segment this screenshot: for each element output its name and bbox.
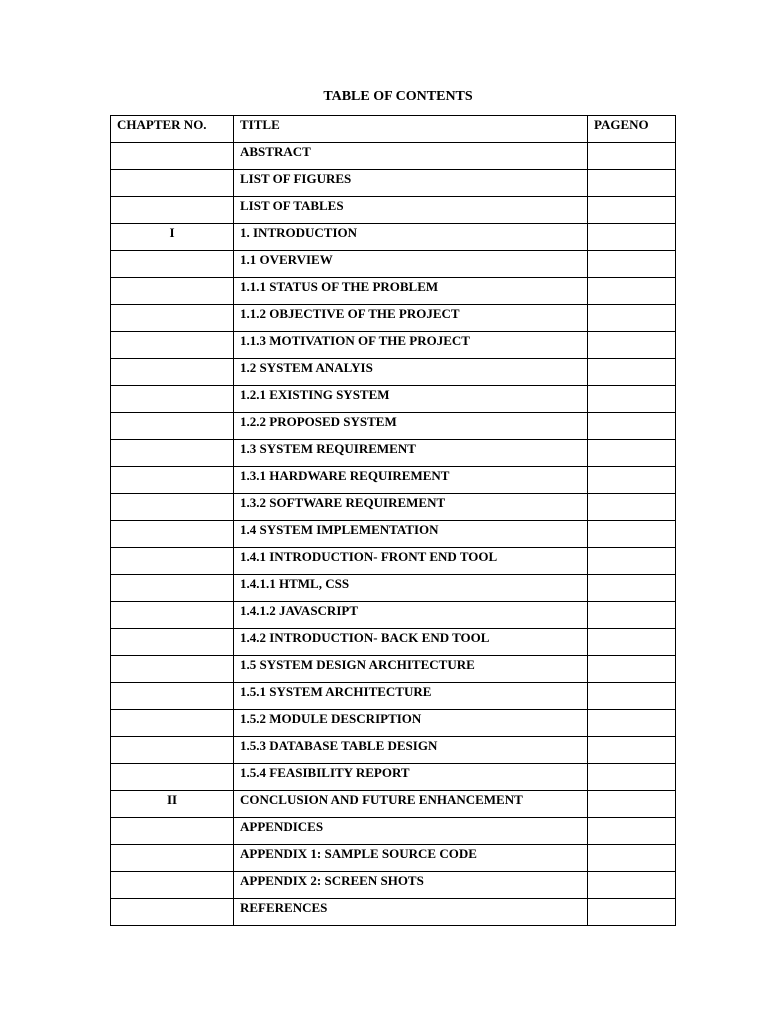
table-row bbox=[111, 494, 676, 521]
table-row bbox=[111, 791, 676, 818]
page-title: TABLE OF CONTENTS bbox=[323, 89, 473, 104]
page-cell bbox=[588, 251, 676, 278]
table-row bbox=[111, 359, 676, 386]
page-cell bbox=[588, 170, 676, 197]
chapter-cell bbox=[111, 413, 234, 440]
page-cell bbox=[588, 899, 676, 926]
page-cell bbox=[588, 791, 676, 818]
chapter-cell bbox=[111, 710, 234, 737]
chapter-cell bbox=[111, 575, 234, 602]
table-row bbox=[111, 548, 676, 575]
page-cell bbox=[588, 386, 676, 413]
title-cell: 1.5 SYSTEM DESIGN ARCHITECTURE bbox=[234, 656, 588, 683]
page-cell bbox=[588, 278, 676, 305]
chapter-cell bbox=[111, 602, 234, 629]
table-row bbox=[111, 467, 676, 494]
page-cell bbox=[588, 548, 676, 575]
title-cell: 1.2.2 PROPOSED SYSTEM bbox=[234, 413, 588, 440]
table-row bbox=[111, 521, 676, 548]
table-row bbox=[111, 899, 676, 926]
title-cell: 1.5.2 MODULE DESCRIPTION bbox=[234, 710, 588, 737]
table-row bbox=[111, 683, 676, 710]
table-row bbox=[111, 737, 676, 764]
page-cell bbox=[588, 737, 676, 764]
table-row bbox=[111, 278, 676, 305]
page-cell bbox=[588, 440, 676, 467]
table-row bbox=[111, 575, 676, 602]
title-cell: 1.2 SYSTEM ANALYIS bbox=[234, 359, 588, 386]
title-cell: 1.4.1 INTRODUCTION- FRONT END TOOL bbox=[234, 548, 588, 575]
chapter-cell bbox=[111, 170, 234, 197]
page-cell bbox=[588, 656, 676, 683]
page-cell bbox=[588, 359, 676, 386]
title-cell: 1.2.1 EXISTING SYSTEM bbox=[234, 386, 588, 413]
chapter-cell bbox=[111, 467, 234, 494]
table-row bbox=[111, 656, 676, 683]
title-cell: 1.4.1.2 JAVASCRIPT bbox=[234, 602, 588, 629]
page-cell bbox=[588, 602, 676, 629]
title-cell: 1.5.3 DATABASE TABLE DESIGN bbox=[234, 737, 588, 764]
title-cell: 1.4.1.1 HTML, CSS bbox=[234, 575, 588, 602]
page-cell bbox=[588, 818, 676, 845]
table-row bbox=[111, 818, 676, 845]
chapter-cell bbox=[111, 332, 234, 359]
page-cell bbox=[588, 413, 676, 440]
table-row bbox=[111, 602, 676, 629]
chapter-cell bbox=[111, 197, 234, 224]
page-cell bbox=[588, 575, 676, 602]
chapter-cell bbox=[111, 683, 234, 710]
title-cell: ABSTRACT bbox=[234, 143, 588, 170]
chapter-cell bbox=[111, 386, 234, 413]
title-cell: 1.3.2 SOFTWARE REQUIREMENT bbox=[234, 494, 588, 521]
toc-body bbox=[111, 143, 676, 926]
page-cell bbox=[588, 305, 676, 332]
table-row bbox=[111, 170, 676, 197]
table-row bbox=[111, 305, 676, 332]
title-cell: 1.1 OVERVIEW bbox=[234, 251, 588, 278]
chapter-cell: I bbox=[111, 224, 234, 251]
table-row bbox=[111, 197, 676, 224]
title-cell: 1.1.2 OBJECTIVE OF THE PROJECT bbox=[234, 305, 588, 332]
title-cell: 1.5.4 FEASIBILITY REPORT bbox=[234, 764, 588, 791]
page-cell bbox=[588, 143, 676, 170]
chapter-cell bbox=[111, 278, 234, 305]
title-cell: 1.3 SYSTEM REQUIREMENT bbox=[234, 440, 588, 467]
chapter-cell bbox=[111, 872, 234, 899]
table-row bbox=[111, 710, 676, 737]
chapter-cell bbox=[111, 845, 234, 872]
page-cell bbox=[588, 845, 676, 872]
title-cell: 1.1.1 STATUS OF THE PROBLEM bbox=[234, 278, 588, 305]
title-cell: 1.1.3 MOTIVATION OF THE PROJECT bbox=[234, 332, 588, 359]
chapter-header: CHAPTER NO. bbox=[111, 116, 234, 143]
chapter-cell bbox=[111, 251, 234, 278]
chapter-cell: II bbox=[111, 791, 234, 818]
title-cell: 1.5.1 SYSTEM ARCHITECTURE bbox=[234, 683, 588, 710]
title-cell: CONCLUSION AND FUTURE ENHANCEMENT bbox=[234, 791, 588, 818]
table-row bbox=[111, 440, 676, 467]
page-cell bbox=[588, 494, 676, 521]
chapter-cell bbox=[111, 359, 234, 386]
title-cell: LIST OF FIGURES bbox=[234, 170, 588, 197]
chapter-cell bbox=[111, 737, 234, 764]
page-cell bbox=[588, 764, 676, 791]
page-cell bbox=[588, 197, 676, 224]
table-row bbox=[111, 143, 676, 170]
title-cell: 1.4 SYSTEM IMPLEMENTATION bbox=[234, 521, 588, 548]
chapter-cell bbox=[111, 629, 234, 656]
page-cell bbox=[588, 521, 676, 548]
header-row bbox=[111, 116, 676, 143]
chapter-cell bbox=[111, 656, 234, 683]
title-cell: APPENDIX 2: SCREEN SHOTS bbox=[234, 872, 588, 899]
title-cell: LIST OF TABLES bbox=[234, 197, 588, 224]
chapter-cell bbox=[111, 494, 234, 521]
table-row bbox=[111, 413, 676, 440]
page-cell bbox=[588, 629, 676, 656]
page-cell bbox=[588, 872, 676, 899]
table-row bbox=[111, 251, 676, 278]
toc-table bbox=[110, 115, 676, 926]
page-cell bbox=[588, 683, 676, 710]
title-header: TITLE bbox=[234, 116, 588, 143]
title-cell: REFERENCES bbox=[234, 899, 588, 926]
table-row bbox=[111, 872, 676, 899]
chapter-cell bbox=[111, 143, 234, 170]
table-row bbox=[111, 629, 676, 656]
table-row bbox=[111, 224, 676, 251]
page-cell bbox=[588, 710, 676, 737]
page-cell bbox=[588, 332, 676, 359]
chapter-cell bbox=[111, 548, 234, 575]
page-cell bbox=[588, 224, 676, 251]
chapter-cell bbox=[111, 521, 234, 548]
chapter-cell bbox=[111, 305, 234, 332]
title-cell: APPENDIX 1: SAMPLE SOURCE CODE bbox=[234, 845, 588, 872]
table-row bbox=[111, 332, 676, 359]
chapter-cell bbox=[111, 818, 234, 845]
table-row bbox=[111, 845, 676, 872]
chapter-cell bbox=[111, 899, 234, 926]
chapter-cell bbox=[111, 764, 234, 791]
title-cell: 1.3.1 HARDWARE REQUIREMENT bbox=[234, 467, 588, 494]
title-cell: APPENDICES bbox=[234, 818, 588, 845]
title-cell: 1.4.2 INTRODUCTION- BACK END TOOL bbox=[234, 629, 588, 656]
page-cell bbox=[588, 467, 676, 494]
chapter-cell bbox=[111, 440, 234, 467]
table-row bbox=[111, 386, 676, 413]
title-cell: 1. INTRODUCTION bbox=[234, 224, 588, 251]
page-header: PAGENO bbox=[588, 116, 676, 143]
table-row bbox=[111, 764, 676, 791]
